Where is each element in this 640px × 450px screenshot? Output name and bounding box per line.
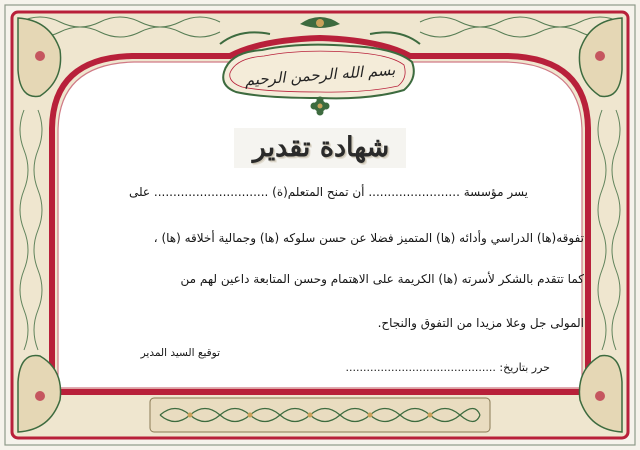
- body-line-4: المولى جل وعلا مزيدا من التفوق والنجاح.: [377, 316, 584, 330]
- body-line-1: يسر مؤسسة ........................ أن تمنح المتعلم(ة) .............................. على: [128, 185, 528, 199]
- date-line: حرر بتاريخ: ...........................................: [345, 361, 550, 374]
- body-line-3: كما تتقدم بالشكر لأسرته (ها) الكريمة على الاهتمام وحسن المتابعة داعين لهم من: [180, 272, 584, 286]
- basmala-text: بسم الله الرحمن الرحيم: [244, 60, 396, 90]
- body-line-2: تفوقه(ها) الدراسي وأدائه (ها) المتميز فضلا عن حسن سلوكه (ها) وجمالية أخلاقه (ها) ،: [153, 231, 584, 245]
- certificate-title: شهادة تقدير: [252, 132, 390, 163]
- signature-label: توقيع السيد المدير: [140, 347, 220, 359]
